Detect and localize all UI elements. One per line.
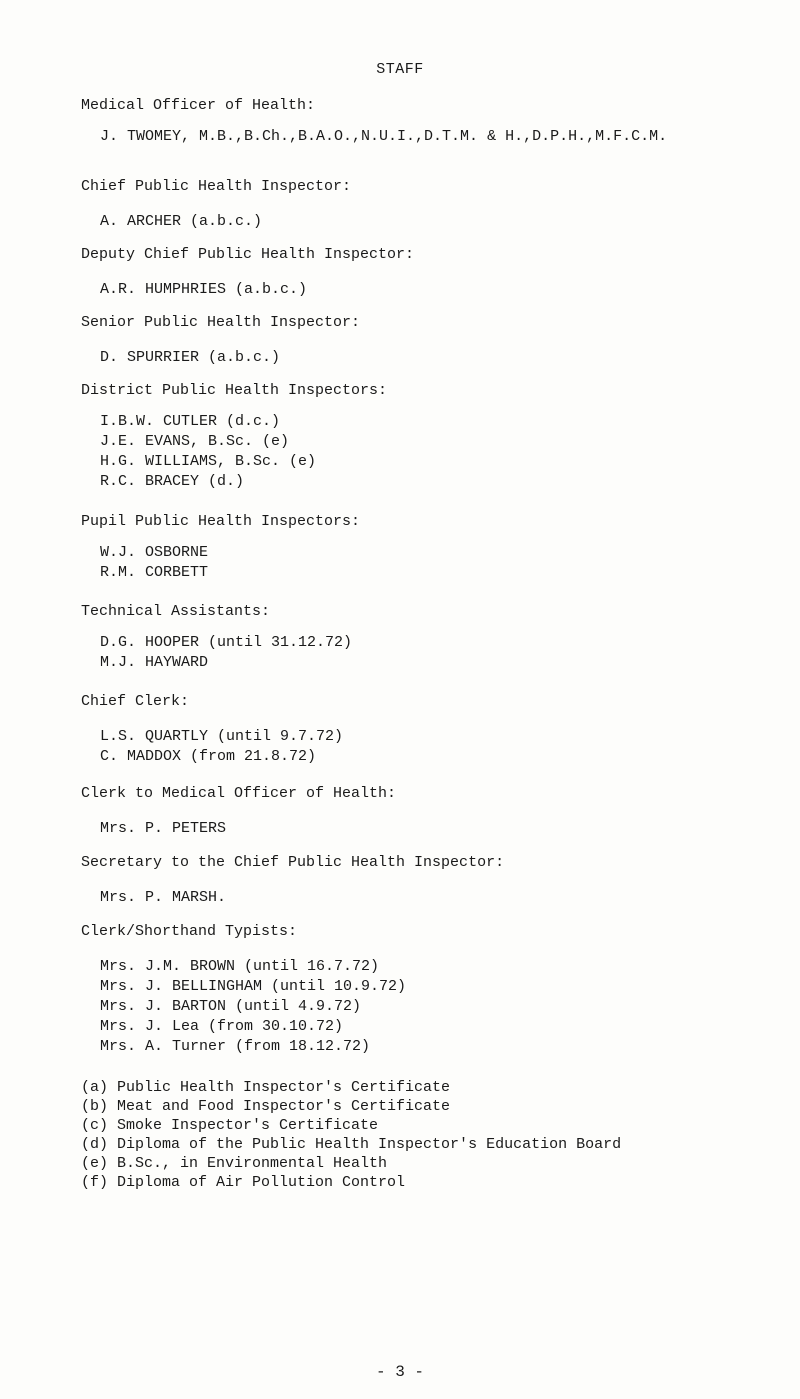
staff-entry: R.M. CORBETT [100,564,209,581]
section-heading: Technical Assistants: [81,603,271,620]
staff-entry: C. MADDOX (from 21.8.72) [100,748,317,765]
name-list [100,633,791,673]
name-list [100,888,791,908]
staff-entry: H.G. WILLIAMS, B.Sc. (e) [100,453,317,470]
staff-entry: J.E. EVANS, B.Sc. (e) [100,433,290,450]
page-title: STAFF [376,61,424,78]
section-heading: Secretary to the Chief Public Health Inspector: [81,854,505,871]
section-heading: Clerk/Shorthand Typists: [81,923,298,940]
section-heading: District Public Health Inspectors: [81,382,388,399]
section-heading: Medical Officer of Health: [81,97,316,114]
staff-entry: Mrs. J. BARTON (until 4.9.72) [100,998,362,1015]
staff-entry: J. TWOMEY, M.B.,B.Ch.,B.A.O.,N.U.I.,D.T.M. & H.,D.P.H.,M.F.C.M. [100,128,668,145]
section-heading: Clerk to Medical Officer of Health: [81,785,397,802]
section-chief-phi [81,177,791,232]
section-heading: Deputy Chief Public Health Inspector: [81,246,415,263]
name-list [100,412,791,492]
section-medical-officer [81,96,791,147]
section-pupil-phi [81,512,791,583]
section-heading: Pupil Public Health Inspectors: [81,513,361,530]
name-list [100,280,791,300]
note-item: (b) Meat and Food Inspector's Certificate [81,1098,451,1115]
name-list [100,819,791,839]
name-list [100,212,791,232]
section-heading: Chief Public Health Inspector: [81,178,352,195]
staff-entry: Mrs. J. BELLINGHAM (until 10.9.72) [100,978,407,995]
note-item: (d) Diploma of the Public Health Inspector's Education Board [81,1136,622,1153]
section-secretary [81,853,791,908]
note-item: (e) B.Sc., in Environmental Health [81,1155,388,1172]
staff-entry: D. SPURRIER (a.b.c.) [100,349,281,366]
name-list [100,957,791,1057]
section-chief-clerk [81,692,791,767]
note-item: (a) Public Health Inspector's Certificate [81,1079,451,1096]
staff-entry: A.R. HUMPHRIES (a.b.c.) [100,281,308,298]
section-clerk-moh [81,784,791,839]
staff-entry: Mrs. P. PETERS [100,820,227,837]
staff-entry: Mrs. J.M. BROWN (until 16.7.72) [100,958,380,975]
name-list [100,348,791,368]
staff-entry: A. ARCHER (a.b.c.) [100,213,263,230]
page-number: - 3 - [375,1363,424,1381]
staff-entry: W.J. OSBORNE [100,544,209,561]
staff-entry: D.G. HOOPER (until 31.12.72) [100,634,353,651]
name-list [100,543,791,583]
qualification-notes [81,1078,791,1192]
staff-entry: L.S. QUARTLY (until 9.7.72) [100,728,344,745]
staff-entry: I.B.W. CUTLER (d.c.) [100,413,281,430]
section-senior-phi [81,313,791,368]
name-list [100,127,791,147]
note-item: (f) Diploma of Air Pollution Control [81,1174,406,1191]
staff-entry: Mrs. A. Turner (from 18.12.72) [100,1038,371,1055]
note-item: (c) Smoke Inspector's Certificate [81,1117,379,1134]
section-heading: Senior Public Health Inspector: [81,314,361,331]
staff-entry: R.C. BRACEY (d.) [100,473,245,490]
staff-entry: Mrs. J. Lea (from 30.10.72) [100,1018,344,1035]
section-typists [81,922,791,1057]
section-deputy-chief-phi [81,245,791,300]
section-technical-assistants [81,602,791,673]
staff-entry: Mrs. P. MARSH. [100,889,227,906]
staff-entry: M.J. HAYWARD [100,654,209,671]
section-district-phi [81,381,791,492]
name-list [100,727,791,767]
section-heading: Chief Clerk: [81,693,190,710]
